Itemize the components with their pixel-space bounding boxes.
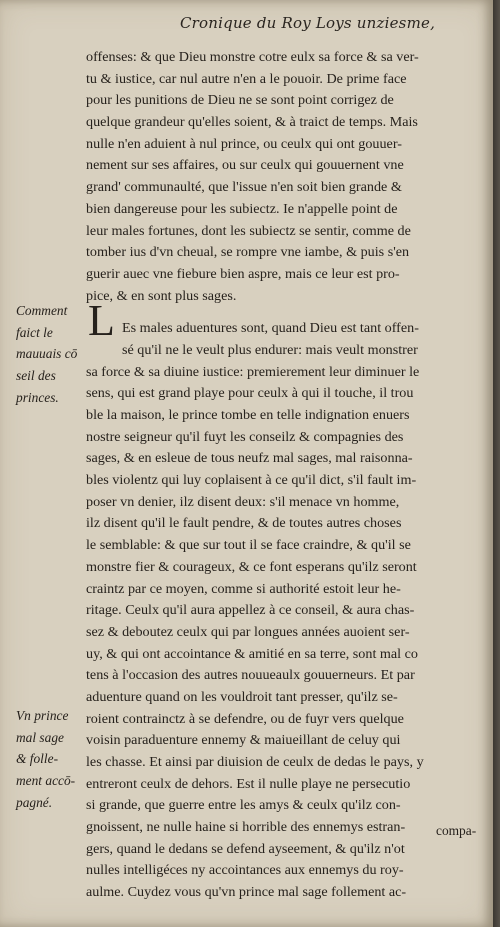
text-line: aduenture quand on les vouldroit tant presser, qu'ilz se- [86, 688, 398, 704]
text-line: sens, qui est grand playe pour ceulx à qui il touche, il trou [86, 385, 414, 401]
margin-note-line: princes. [16, 389, 59, 405]
text-line: pour les punitions de Dieu ne se sont point corrigez de [86, 92, 394, 108]
text-line: Es males aduentures sont, quand Dieu est tant offen- [122, 320, 419, 336]
margin-note-line: & folle- [16, 751, 59, 767]
body-text [86, 46, 479, 903]
text-line: uy, & qui ont accointance & amitié en sa terre, sont mal co [86, 645, 419, 661]
text-line: sé qu'il ne le veult plus endurer: mais veult monstrer [122, 341, 418, 357]
text-line: ble la maison, le prince tombe en telle indignation enuers [86, 407, 410, 422]
text-line: sages, & en esleue de tous neufz mal sages, mal raisonna- [86, 450, 413, 466]
paragraph-1 [86, 46, 479, 306]
margin-note-line: Comment [16, 303, 68, 318]
margin-note [16, 705, 86, 813]
text-line: offenses: & que Dieu monstre cotre eulx sa force & sa ver- [86, 49, 419, 64]
margin-note-line: Vn prince [16, 708, 69, 723]
text-line: poser vn denier, ilz disent deux: s'il menace vn homme, [86, 493, 400, 509]
text-line: bles violentz qui luy coplaisent à ce qu'il dict, s'il fault im- [86, 472, 417, 488]
text-line: entreront ceulx de dehors. Est il nulle playe ne persecutio [86, 775, 411, 791]
margin-note-line: mauuais cō [16, 346, 78, 362]
text-line: nostre seigneur qu'il fuyt les conseilz & compagnies des [86, 428, 404, 444]
text-line: gnoissent, ne nulle haine si horrible des ennemys estran- [86, 819, 406, 835]
text-line: les chasse. Et ainsi par diuision de ceulx de dedas le pays, y [86, 754, 424, 769]
paragraph-2 [86, 317, 479, 903]
text-line: craintz par ce moyen, comme si authorité estoit leur he- [86, 580, 401, 596]
catchword: compa- [436, 823, 477, 838]
text-line: guerir auec vne fiebure bien aspre, mais ce leur est pro- [86, 265, 400, 281]
text-line: ilz disent qu'il le fault pendre, & de toutes autres choses [86, 515, 402, 531]
text-line: ritage. Ceulx qu'il aura appellez à ce conseil, & aura chas- [86, 602, 415, 618]
text-line: si grande, que guerre entre les amys & ceulx qu'ilz con- [86, 797, 401, 813]
text-line: monstre fier & courageux, & ce font esperans qu'ilz seront [86, 558, 417, 574]
text-line: nulle n'en aduient à nul prince, ou ceulx qui ont gouuer- [86, 135, 402, 151]
text-line: aulme. Cuydez vous qu'vn prince mal sage follement ac- [86, 884, 407, 900]
margin-note-line: faict le [16, 324, 53, 340]
text-line: tens à l'occasion des autres nouueaulx gouuerneurs. Et par [86, 667, 415, 683]
text-line: sa force & sa diuine iustice: premierement leur diminuer le [86, 363, 420, 379]
margin-note-line: pagné. [16, 794, 53, 810]
running-head: Cronique du Roy Loys unziesme, [180, 14, 436, 32]
text-line: le semblable: & que sur tout il se face craindre, & qu'il se [86, 537, 411, 553]
margin-note-line: seil des [16, 368, 56, 384]
drop-cap: L [88, 296, 115, 345]
text-line: leur males fortunes, dont les subiectz se sentir, comme de [86, 222, 411, 238]
text-line: gers, quand le dedans se defend ayseement, & qu'ilz n'ot [86, 840, 405, 856]
page-edge-shadow [493, 0, 500, 927]
text-line: grand' communaulté, que l'issue n'en soit bien grande & [86, 179, 402, 195]
margin-note-line: ment accō- [16, 773, 76, 789]
text-line: sez & deboutez ceulx qui par longues années auoient ser- [86, 623, 410, 639]
text-line: bien dangereuse pour les subiectz. Ie n'appelle point de [86, 200, 398, 216]
margin-note [16, 300, 86, 408]
text-line: nement sur ses affaires, ou sur ceulx qui gouuernent vne [86, 157, 404, 173]
margin-note-line: mal sage [16, 729, 64, 745]
text-line: tomber ius d'vn cheual, se rompre vne iambe, & puis s'en [86, 244, 410, 260]
text-line: roient contrainctz à se defendre, ou de fuyr vers quelque [86, 710, 404, 726]
text-line: nulles intelligéces ny accointances aux ennemys du roy- [86, 862, 404, 878]
text-line: quelque grandeur qu'elles soient, & à traict de temps. Mais [86, 114, 418, 130]
text-line: pice, & en sont plus sages. [86, 287, 237, 303]
text-line: voisin paraduenture ennemy & maiueillant de celuy qui [86, 732, 401, 748]
text-line: tu & iustice, car nul autre n'en a le pouoir. De prime face [86, 70, 407, 86]
